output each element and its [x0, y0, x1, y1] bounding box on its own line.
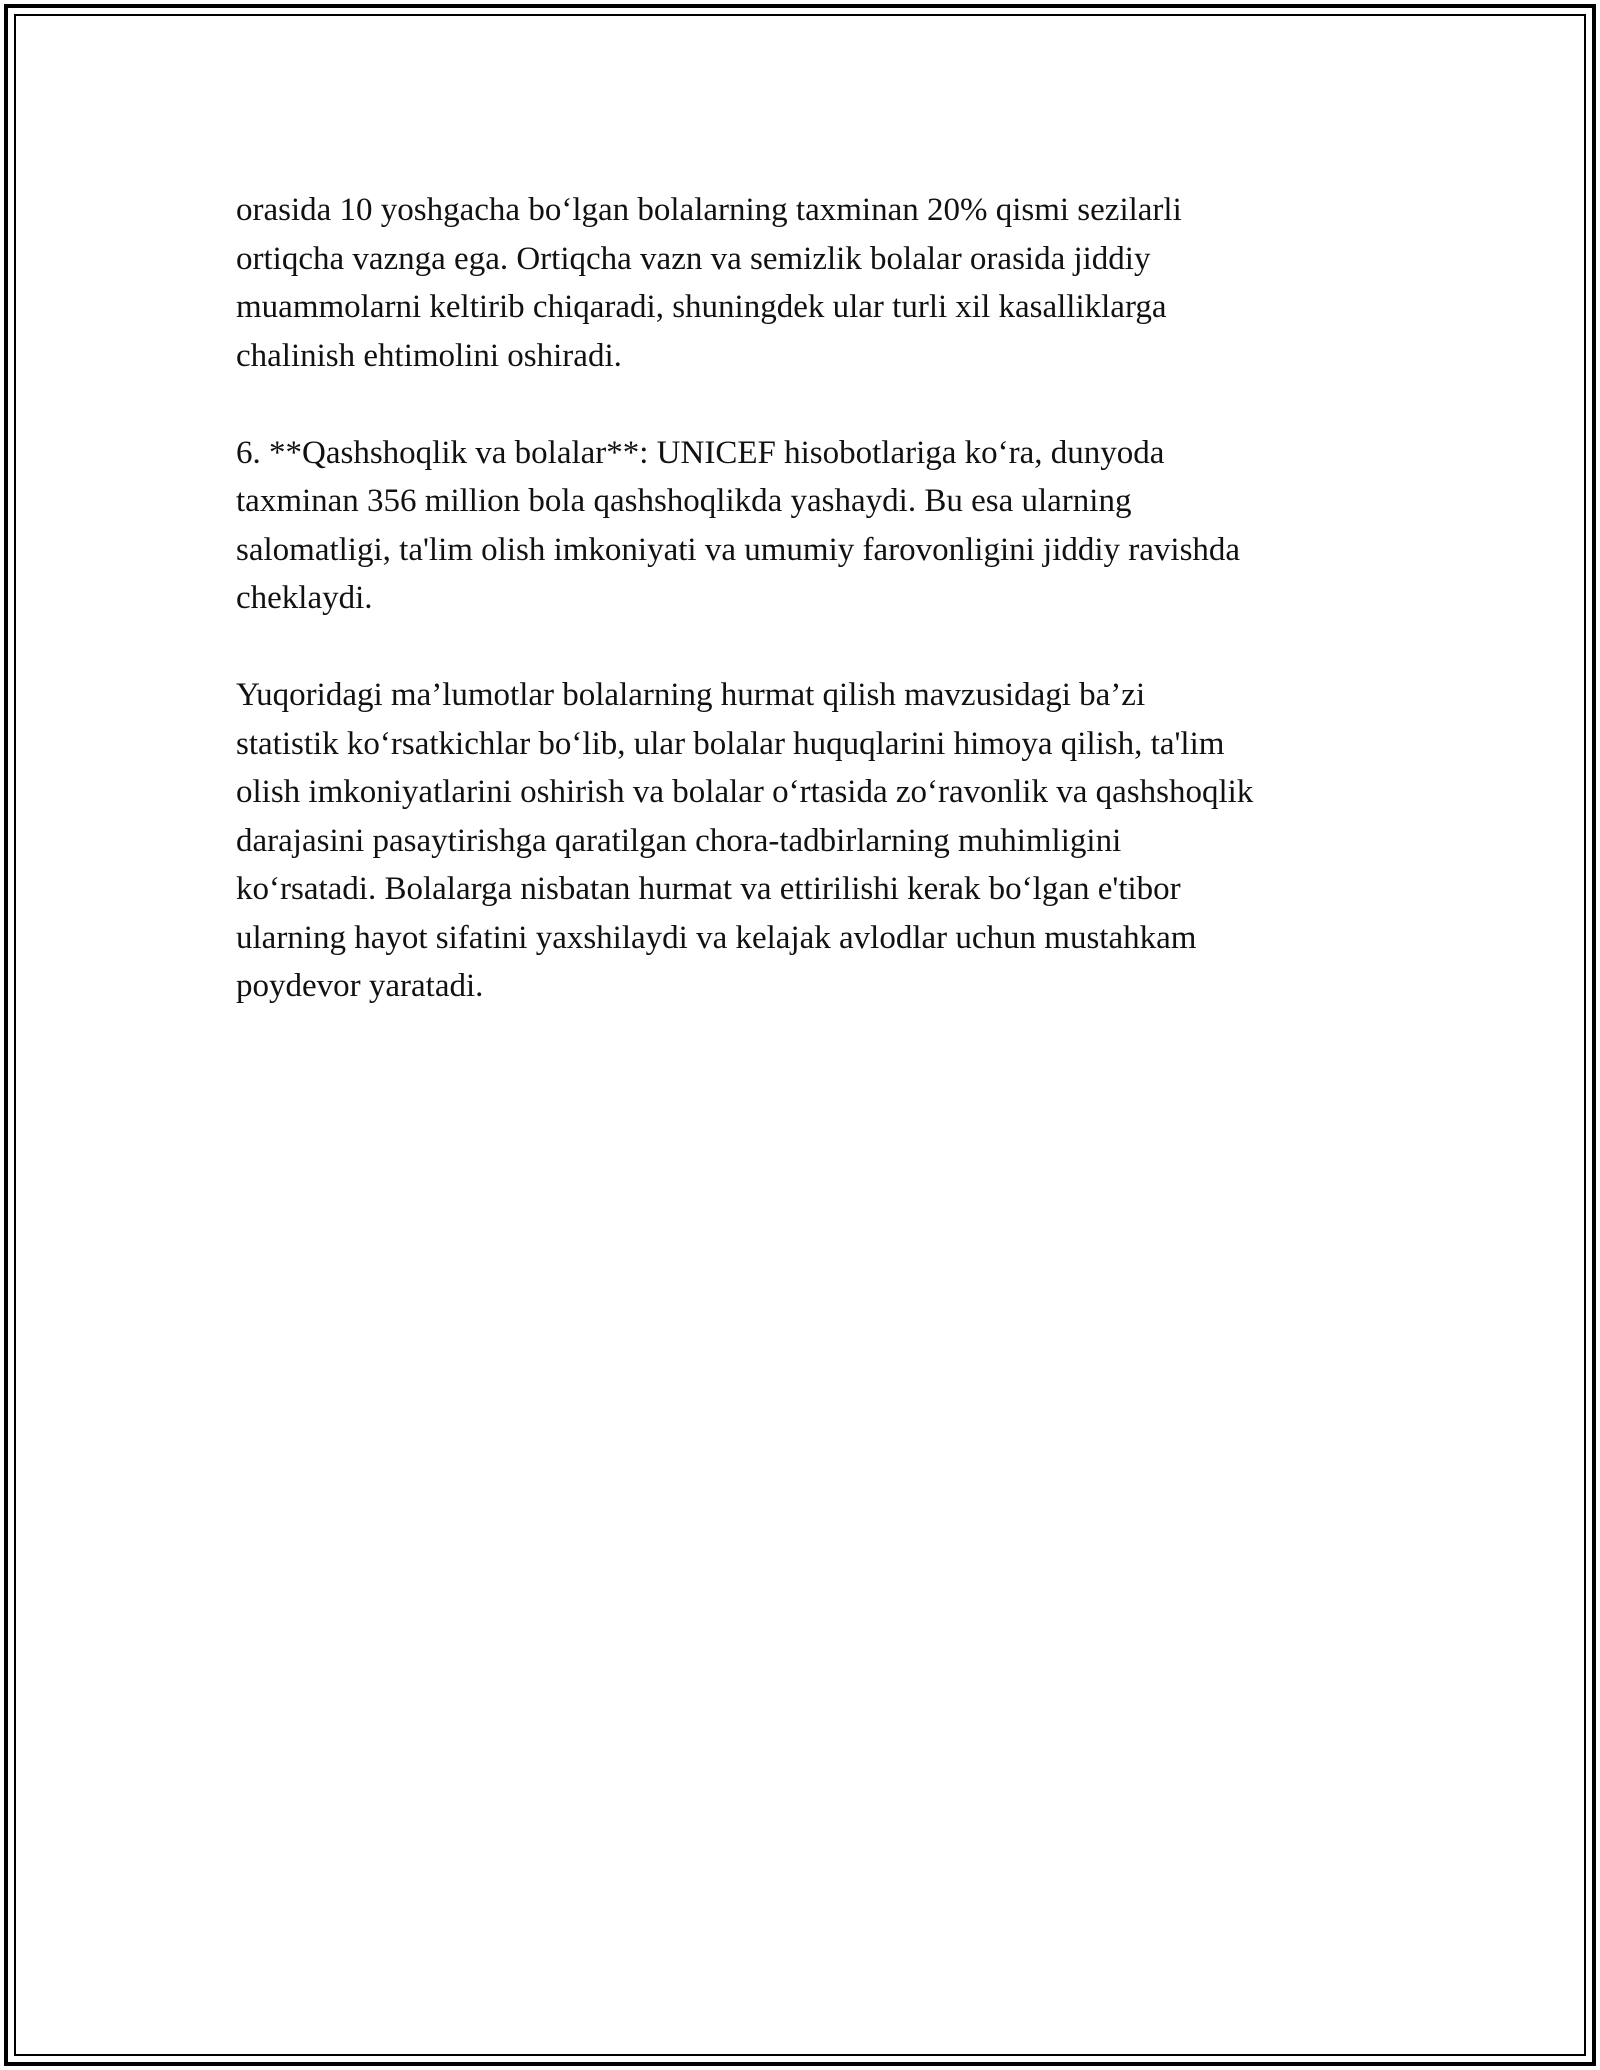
paragraph-conclusion: Yuqoridagi ma’lumotlar bolalarning hurmat qilish mavzusidagi ba’zi statistik ko‘rsatkichlar bo‘lib, ular bolalar huquqlarini himoya qilish, ta'lim olish imkoniyatlarini oshirish va bolalar o‘rtasida zo‘ravonlik va qashshoqlik darajasini pasaytirishga qaratilgan chora-tadbirlarning muhimligini ko‘rsatadi. Bolalarga nisbatan hurmat va ettirilishi kerak bo‘lgan e'tibor ularning hayot sifatini yaxshilaydi va kelajak avlodlar uchun mustahkam poydevor yaratadi. [236, 677, 1254, 1004]
paragraph-overweight-statistics: orasida 10 yoshgacha bo‘lgan bolalarning taxminan 20% qismi sezilarli ortiqcha vaznga ega. Ortiqcha vazn va semizlik bolalar orasida jiddiy muammolarni keltirib chiqaradi, shuningdek ular turli xil kasalliklarga chalinish ehtimolini oshiradi. [236, 192, 1182, 374]
document-body [236, 186, 1376, 1059]
paragraph-poverty-and-children: 6. **Qashshoqlik va bolalar**: UNICEF hisobotlariga ko‘ra, dunyoda taxminan 356 million bola qashshoqlikda yashaydi. Bu esa ularning salomatligi, ta'lim olish imkoniyati va umumiy farovonligini jiddiy ravishda cheklaydi. [236, 434, 1241, 616]
